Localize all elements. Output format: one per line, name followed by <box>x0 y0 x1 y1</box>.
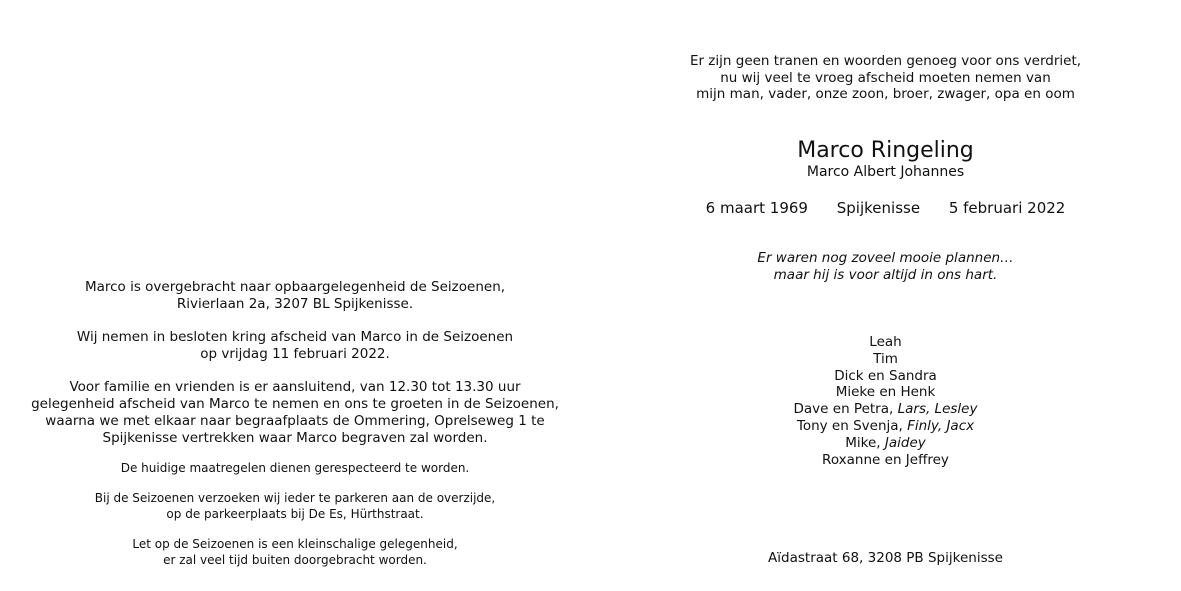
text-line: maar hij is voor altijd in ons hart. <box>773 267 998 283</box>
measures-paragraph <box>0 461 590 477</box>
farewell-paragraph <box>0 329 590 363</box>
text-line: Wij nemen in besloten kring afscheid van Marco in de Seizoenen <box>76 329 514 345</box>
family-list <box>590 334 1181 468</box>
family-member <box>590 435 1181 452</box>
family-member <box>590 368 1181 385</box>
home-address: Aïdastraat 68, 3208 PB Spijkenisse <box>768 550 1003 566</box>
intro-verse <box>590 53 1181 103</box>
text-line: Bij de Seizoenen verzoeken wij ieder te parkeren aan de overzijde, <box>94 491 496 505</box>
family-member <box>590 452 1181 469</box>
place-name: Spijkenisse <box>836 199 921 217</box>
text-line: Rivierlaan 2a, 3207 BL Spijkenisse. <box>176 296 414 312</box>
parking-paragraph <box>0 491 590 522</box>
text-line: er zal veel tijd buiten doorgebracht worden. <box>163 552 427 567</box>
text-line: op vrijdag 11 februari 2022. <box>200 346 390 362</box>
text-line: Spijkenisse vertrekken waar Marco begraven zal worden. <box>102 430 488 446</box>
family-member <box>590 401 1181 418</box>
deceased-full-name: Marco Albert Johannes <box>806 164 965 180</box>
left-panel <box>0 0 590 591</box>
text-line: gelegenheid afscheid van Marco te nemen en ons te groeten in de Seizoenen, <box>31 396 559 412</box>
death-date: 5 februari 2022 <box>948 199 1066 217</box>
text-line: Voor familie en vrienden is er aansluitend, van 12.30 tot 13.30 uur <box>69 379 521 395</box>
text-line: De huidige maatregelen dienen gerespecteerd te worden. <box>120 461 470 475</box>
right-panel <box>590 0 1181 591</box>
lying-in-state-paragraph <box>0 279 590 313</box>
deceased-name: Marco Ringeling <box>797 138 974 163</box>
text-line: op de parkeerplaats bij De Es, Hürthstraat. <box>166 506 424 521</box>
memorial-quote <box>590 250 1181 284</box>
member-name: Leah <box>869 334 902 350</box>
notice-paragraph <box>0 537 590 568</box>
text-line: Er waren nog zoveel mooie plannen… <box>757 250 1014 266</box>
burial-paragraph <box>0 379 590 447</box>
member-name: Mike, <box>845 434 885 451</box>
member-name: Tony en Svenja, <box>796 417 908 434</box>
member-name: Dave en Petra, <box>793 401 898 418</box>
family-member <box>590 384 1181 401</box>
text-line: waarna we met elkaar naar begraafplaats de Ommering, Oprelseweg 1 te <box>45 413 545 429</box>
text-line: nu wij veel te vroeg afscheid moeten nemen van <box>720 69 1051 86</box>
text-line: mijn man, vader, onze zoon, broer, zwager, opa en oom <box>696 86 1075 102</box>
member-children: Lars, Lesley <box>897 401 978 418</box>
birth-date: 6 maart 1969 <box>705 199 808 217</box>
family-member <box>590 334 1181 351</box>
family-member <box>590 418 1181 435</box>
member-name: Tim <box>873 350 898 367</box>
member-children: Finly, Jacx <box>907 417 975 434</box>
member-name: Mieke en Henk <box>835 384 936 401</box>
member-children: Jaidey <box>884 434 926 451</box>
life-dates <box>590 199 1181 217</box>
text-line: Let op de Seizoenen is een kleinschalige gelegenheid, <box>132 537 458 551</box>
member-name: Dick en Sandra <box>834 367 937 384</box>
family-member <box>590 351 1181 368</box>
text-line: Marco is overgebracht naar opbaargelegenheid de Seizoenen, <box>84 279 506 295</box>
member-name: Roxanne en Jeffrey <box>822 451 949 468</box>
text-line: Er zijn geen tranen en woorden genoeg voor ons verdriet, <box>689 53 1082 69</box>
